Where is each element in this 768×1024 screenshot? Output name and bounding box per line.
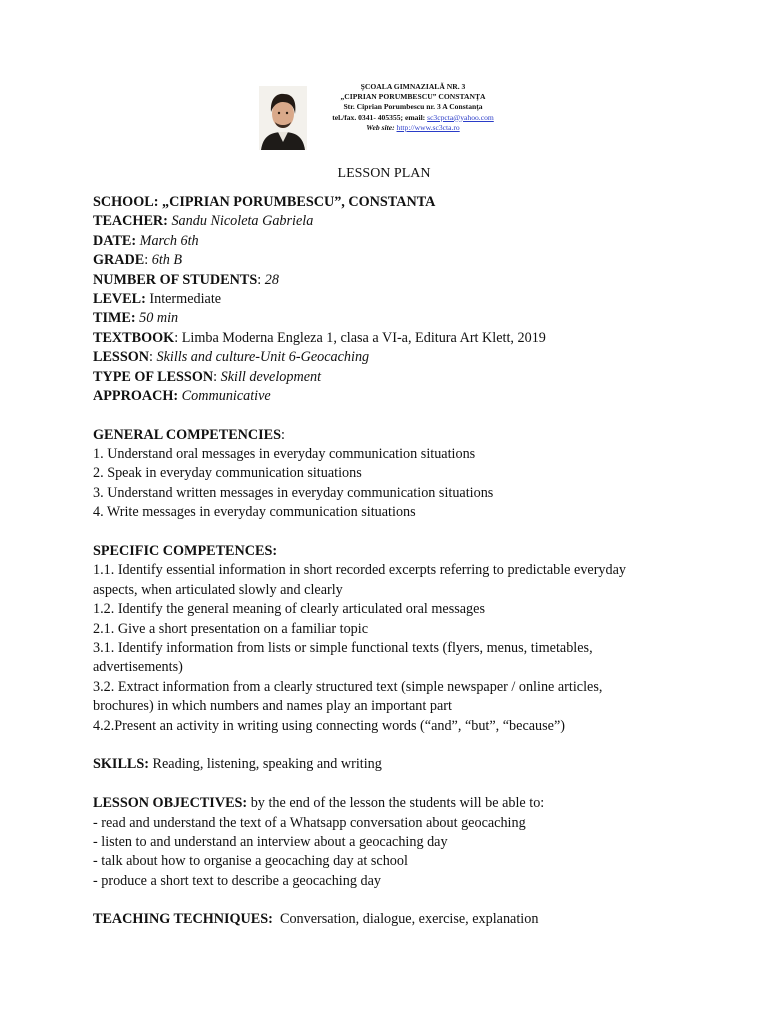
list-item: 3.2. Extract information from a clearly structured text (simple newspaper / online articles, — [93, 678, 603, 695]
students-label: NUMBER OF STUDENTS — [93, 271, 258, 288]
portrait-icon — [259, 86, 307, 150]
approach-line — [93, 387, 693, 406]
grade-label: GRADE — [93, 252, 145, 269]
date-line — [93, 232, 693, 251]
time-value: 50 min — [139, 310, 179, 327]
list-item: 3. Understand written messages in everyday communication situations — [93, 484, 494, 501]
list-item: 4. Write messages in everyday communication situations — [93, 504, 416, 521]
list-item: 4.2.Present an activity in writing using connecting words (“and”, “but”, “because”) — [93, 717, 565, 734]
list-item: 1.2. Identify the general meaning of clearly articulated oral messages — [93, 601, 485, 618]
type-value: Skill development — [220, 368, 322, 385]
approach-value: Communicative — [181, 387, 271, 404]
list-item: 2.1. Give a short presentation on a familiar topic — [93, 620, 369, 637]
list-item: 1.1. Identify essential information in short recorded excerpts referring to predictable everyday — [93, 562, 627, 579]
teacher-label: TEACHER: — [93, 213, 168, 230]
list-item: aspects, when articulated slowly and clearly — [93, 581, 343, 598]
date-label: DATE: — [93, 232, 137, 249]
list-item: brochures) in which numbers and names play an important part — [93, 698, 452, 715]
teacher-line — [93, 212, 693, 231]
list-item: - produce a short text to describe a geocaching day — [93, 872, 381, 889]
teacher-value: Sandu Nicoleta Gabriela — [171, 213, 314, 230]
letterhead-address: Str. Ciprian Porumbescu nr. 3 A Constanţa — [343, 102, 483, 112]
list-item: 2. Speak in everyday communication situations — [93, 465, 362, 482]
letterhead-web-link[interactable]: http://www.sc3cta.ro — [396, 122, 460, 132]
letterhead-email-link[interactable]: sc3cpcta@yahoo.com — [427, 112, 494, 122]
list-item: - read and understand the text of a Whatsapp conversation about geocaching — [93, 814, 526, 831]
school-line — [93, 193, 693, 212]
list-item: - listen to and understand an interview about a geocaching day — [93, 833, 448, 850]
textbook-value: Limba Moderna Engleza 1, clasa a VI-a, Editura Art Klett, 2019 — [181, 329, 546, 346]
lesson-value: Skills and culture-Unit 6-Geocaching — [156, 349, 370, 366]
letterhead-text — [313, 82, 513, 133]
date-value: March 6th — [139, 232, 199, 249]
letterhead-contact: tel./fax. 0341- 405355; email: — [332, 112, 428, 122]
techniques-value: Conversation, dialogue, exercise, explanation — [279, 911, 539, 928]
time-label: TIME: — [93, 310, 136, 327]
students-value: 28 — [264, 271, 279, 288]
students-line: NUMBER OF STUDENTS: 28 — [93, 271, 279, 288]
level-label: LEVEL: — [93, 290, 146, 307]
list-item: 1. Understand oral messages in everyday communication situations — [93, 446, 476, 463]
objectives-line — [93, 794, 693, 813]
lesson-label: LESSON — [93, 349, 149, 366]
lesson-line: LESSON: Skills and culture-Unit 6-Geocaching — [93, 349, 370, 366]
general-heading-line: GENERAL COMPETENCIES: — [93, 426, 285, 443]
page-title: LESSON PLAN — [337, 166, 431, 181]
list-item: advertisements) — [93, 659, 183, 676]
school-letterhead — [255, 80, 515, 158]
type-line: TYPE OF LESSON: Skill development — [93, 368, 322, 385]
general-heading: GENERAL COMPETENCIES — [93, 426, 282, 443]
approach-label: APPROACH: — [93, 387, 179, 404]
list-item: 3.1. Identify information from lists or simple functional texts (flyers, menus, timetables, — [93, 639, 593, 656]
specific-heading: SPECIFIC COMPETENCES: — [93, 543, 278, 560]
letterhead-web-label: Web site: — [366, 122, 397, 132]
specific-heading-line — [93, 542, 693, 561]
level-line — [93, 290, 693, 309]
list-item: - talk about how to organise a geocaching day at school — [93, 853, 408, 870]
techniques-label: TEACHING TECHNIQUES: — [93, 911, 273, 928]
letterhead-school-patron: „CIPRIAN PORUMBESCU” CONSTANŢA — [340, 92, 486, 102]
textbook-label: TEXTBOOK — [93, 329, 175, 346]
grade-value: 6th B — [151, 252, 183, 269]
textbook-line: TEXTBOOK: Limba Moderna Engleza 1, clasa a VI-a, Editura Art Klett, 2019 — [93, 329, 546, 346]
level-value: Intermediate — [149, 290, 222, 307]
objectives-label: LESSON OBJECTIVES: — [93, 795, 248, 812]
grade-line: GRADE: 6th B — [93, 252, 183, 269]
techniques-line — [93, 910, 693, 929]
school-label: SCHOOL: „CIPRIAN PORUMBESCU”, CONSTANTA — [93, 194, 436, 210]
objectives-intro: by the end of the lesson the students will be able to: — [250, 795, 545, 812]
letterhead-school-name: ŞCOALA GIMNAZIALĂ NR. 3 — [360, 82, 466, 91]
type-label: TYPE OF LESSON — [93, 368, 214, 385]
skills-line — [93, 755, 693, 774]
skills-label: SKILLS: — [93, 756, 149, 773]
skills-value: Reading, listening, speaking and writing — [152, 756, 382, 773]
time-line — [93, 309, 693, 328]
lesson-plan-body — [93, 193, 693, 930]
